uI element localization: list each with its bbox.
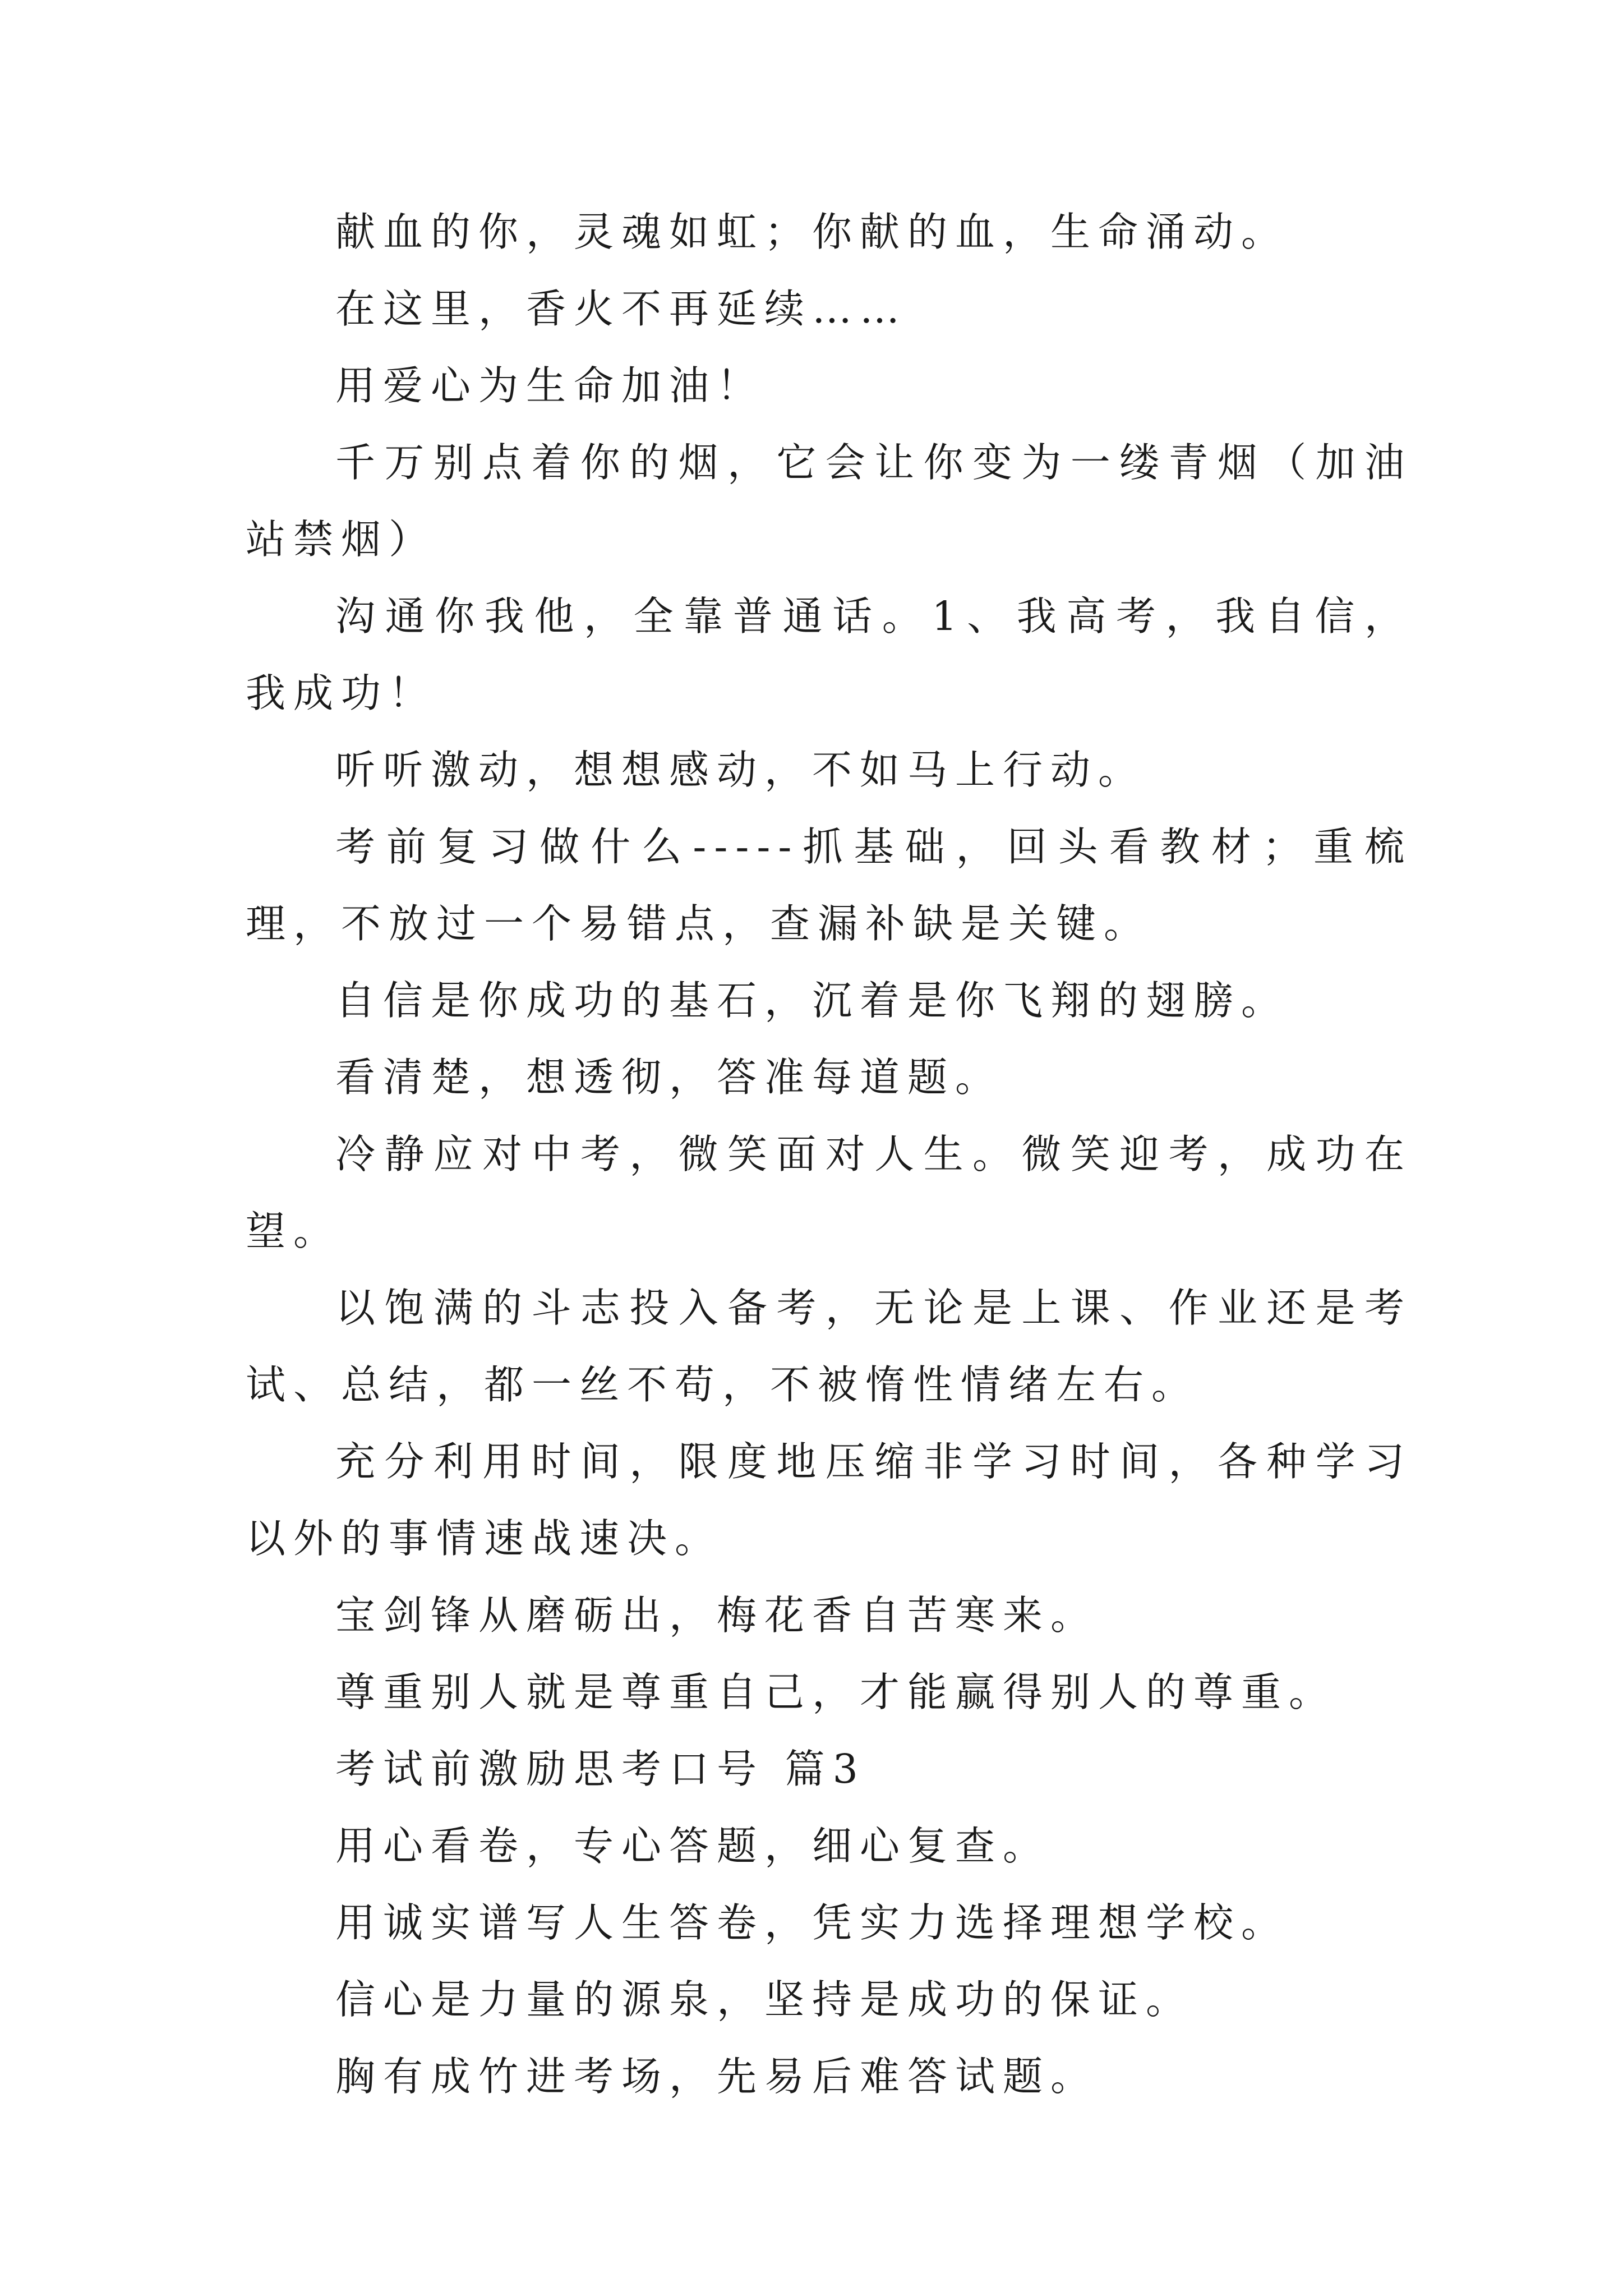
section-heading: 考试前激励思考口号 篇3 xyxy=(335,1746,866,1792)
paragraph: 看清楚，想透彻，答准每道题。 xyxy=(335,1054,1003,1101)
paragraph: 沟通你我他，全靠普通话。1、我高考，我自信，我成功！ xyxy=(246,593,1412,716)
paragraph: 以饱满的斗志投入备考，无论是上课、作业还是考试、总结，都一丝不苟，不被惰性情绪左右。 xyxy=(246,1285,1412,1408)
paragraph: 胸有成竹进考场，先易后难答试题。 xyxy=(335,2053,1099,2100)
paragraph: 宝剑锋从磨砺出，梅花香自苦寒来。 xyxy=(335,1592,1099,1639)
paragraph: 信心是力量的源泉，坚持是成功的保证。 xyxy=(335,1976,1194,2023)
paragraph: 冷静应对中考，微笑面对人生。微笑迎考，成功在望。 xyxy=(246,1131,1412,1254)
paragraph: 用诚实谱写人生答卷，凭实力选择理想学校。 xyxy=(335,1899,1289,1946)
paragraph: 在这里，香火不再延续…… xyxy=(335,286,908,332)
paragraph: 千万别点着你的烟，它会让你变为一缕青烟（加油站禁烟） xyxy=(246,439,1412,563)
paragraph: 用心看卷，专心答题，细心复查。 xyxy=(335,1823,1051,1869)
document-body xyxy=(246,194,1412,2115)
paragraph: 考前复习做什么-----抓基础，回头看教材；重梳理，不放过一个易错点，查漏补缺是关键。 xyxy=(246,823,1413,947)
paragraph: 听听激动，想想感动，不如马上行动。 xyxy=(335,747,1146,793)
paragraph: 自信是你成功的基石，沉着是你飞翔的翅膀。 xyxy=(335,977,1289,1024)
paragraph: 用爱心为生命加油！ xyxy=(335,362,765,409)
paragraph: 尊重别人就是尊重自己，才能赢得别人的尊重。 xyxy=(335,1669,1337,1715)
paragraph: 献血的你，灵魂如虹；你献的血，生命涌动。 xyxy=(335,209,1289,255)
paragraph: 充分利用时间，限度地压缩非学习时间，各种学习以外的事情速战速决。 xyxy=(246,1438,1412,1562)
